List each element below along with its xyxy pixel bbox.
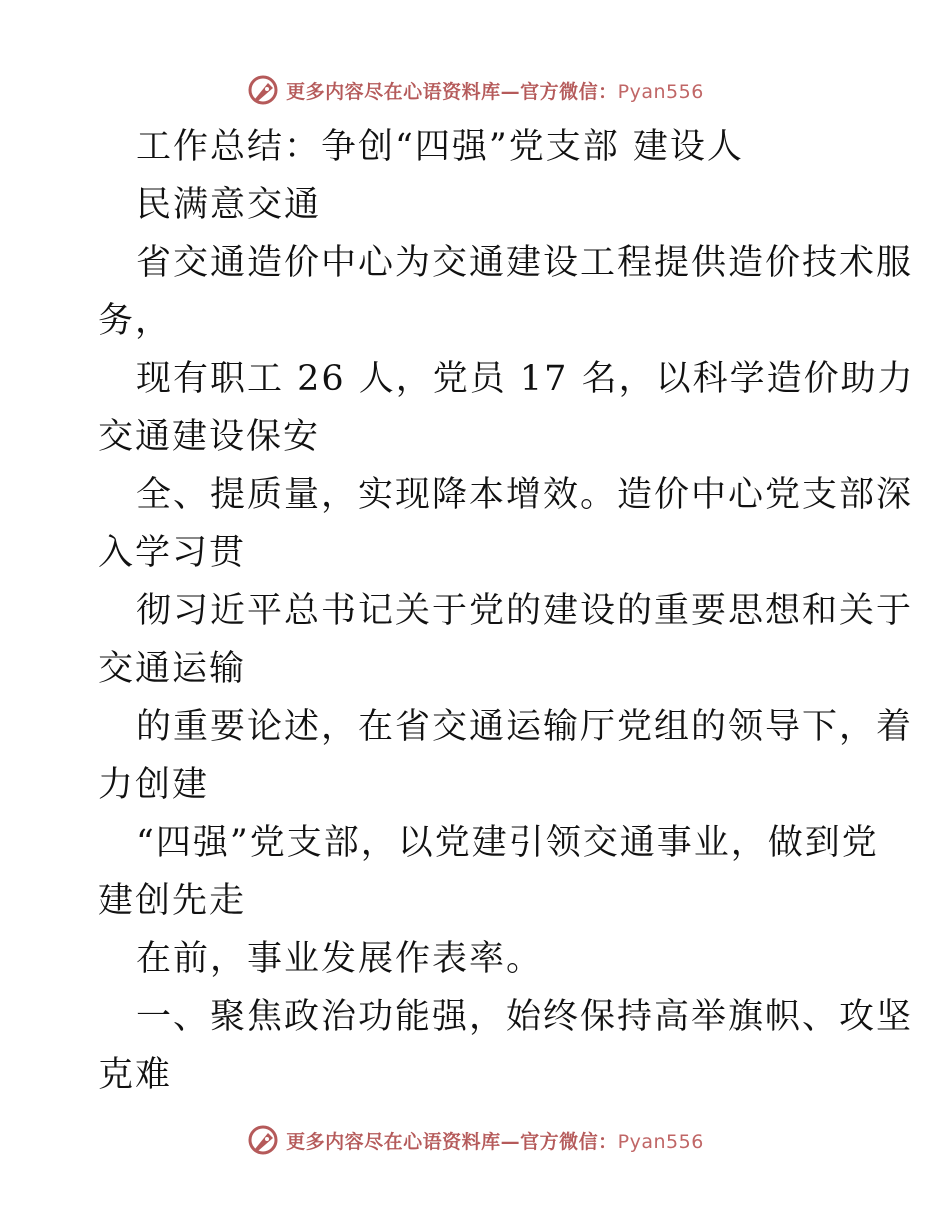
- header-watermark: [0, 70, 950, 110]
- text-line: 务，: [98, 301, 173, 341]
- text-line: 在前，事业发展作表率。: [136, 939, 544, 979]
- text-line: 彻习近平总书记关于党的建设的重要思想和关于: [136, 591, 914, 631]
- text-line: 省交通造价中心为交通建设工程提供造价技术服: [136, 243, 914, 283]
- pen-nib-logo-icon: [246, 73, 280, 107]
- text-line: 现有职工 26 人，党员 17 名，以科学造价助力: [136, 359, 915, 399]
- text-line: 民满意交通: [136, 185, 322, 225]
- text-line: 力创建: [98, 765, 210, 805]
- pen-nib-logo-icon: [246, 1123, 280, 1157]
- text-line: 交通建设保安: [98, 417, 321, 457]
- text-line: 交通运输: [98, 649, 247, 689]
- text-line: “四强”党支部，以党建引领交通事业，做到党: [136, 823, 879, 863]
- text-line: 全、提质量，实现降本增效。造价中心党支部深: [136, 475, 914, 515]
- document-body: [98, 118, 915, 1104]
- text-line: 克难: [98, 1055, 173, 1095]
- watermark-text: 更多内容尽在心语资料库—官方微信：Pyan556: [286, 1130, 704, 1153]
- text-line: 建创先走: [98, 881, 247, 921]
- text-line: 一、聚焦政治功能强，始终保持高举旗帜、攻坚: [136, 997, 914, 1037]
- text-line: 的重要论述，在省交通运输厅党组的领导下，着: [136, 707, 914, 747]
- watermark-text: 更多内容尽在心语资料库—官方微信：Pyan556: [286, 80, 704, 103]
- footer-watermark: [0, 1120, 950, 1160]
- text-line: 入学习贯: [98, 533, 247, 573]
- text-line: 工作总结：争创“四强”党支部 建设人: [136, 127, 744, 167]
